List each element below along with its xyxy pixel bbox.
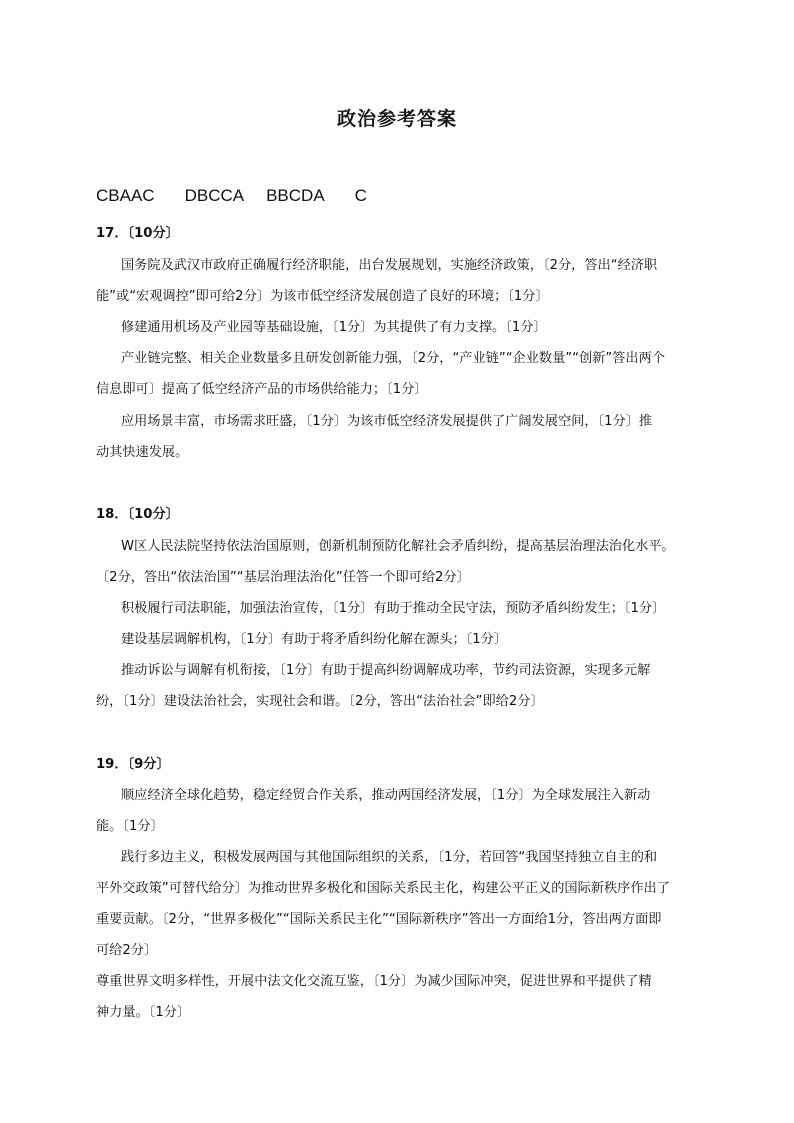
q19-line-7: 尊重世界文明多样性，开展中法文化交流互鉴，〔1分〕为减少国际冲突，促进世界和平提供了精 xyxy=(96,974,652,989)
q17-line-2: 能”或“宏观调控”即可给2分〕为该市低空经济发展创造了良好的环境；〔1分〕 xyxy=(96,289,549,304)
choice-group-3: BBCDA xyxy=(266,186,325,205)
q19-line-8: 神力量。〔1分〕 xyxy=(96,1005,191,1020)
choice-group-1: CBAAC xyxy=(96,186,155,205)
choice-group-4: C xyxy=(354,186,367,205)
multiple-choice-answers xyxy=(96,186,367,206)
q17-line-1: 国务院及武汉市政府正确履行经济职能，出台发展规划，实施经济政策，〔2分，答出“经济职 xyxy=(121,258,658,273)
q17-heading: 17．〔10分〕 xyxy=(96,226,179,241)
q19-line-3: 践行多边主义，积极发展两国与其他国际组织的关系，〔1分，若回答“我国坚持独立自主的和 xyxy=(121,850,658,865)
q18-line-5: 推动诉讼与调解有机衔接，〔1分〕有助于提高纠纷调解成功率，节约司法资源，实现多元解 xyxy=(121,663,651,678)
page-title: 政治参考答案 xyxy=(336,108,457,130)
q18-line-4: 建设基层调解机构，〔1分〕有助于将矛盾纠纷化解在源头；〔1分〕 xyxy=(121,632,508,647)
q19-line-2: 能。〔1分〕 xyxy=(96,819,164,834)
q17-line-7: 动其快速发展。 xyxy=(96,445,189,460)
q18-heading: 18．〔10分〕 xyxy=(96,507,179,522)
q17-line-5: 信息即可〕提高了低空经济产品的市场供给能力；〔1分〕 xyxy=(96,382,428,397)
q17-line-6: 应用场景丰富，市场需求旺盛，〔1分〕为该市低空经济发展提供了广阔发展空间，〔1分〕推 xyxy=(121,414,653,429)
choice-group-2: DBCCA xyxy=(184,186,245,205)
q18-line-2: 〔2分，答出“依法治国”“基层治理法治化”任答一个即可给2分〕 xyxy=(96,570,470,585)
q19-line-4: 平外交政策”可替代给分〕为推动世界多极化和国际关系民主化，构建公平正义的国际新秩序作出了 xyxy=(96,881,670,896)
q19-heading: 19．〔9分〕 xyxy=(96,757,170,772)
q17-line-3: 修建通用机场及产业园等基础设施，〔1分〕为其提供了有力支撑。〔1分〕 xyxy=(121,320,547,335)
q18-line-1: W区人民法院坚持依法治国原则，创新机制预防化解社会矛盾纠纷，提高基层治理法治化水平。 xyxy=(121,539,675,554)
q18-line-6: 纷，〔1分〕建设法治社会，实现社会和谐。〔2分，答出“法治社会”即给2分〕 xyxy=(96,694,544,709)
q18-line-3: 积极履行司法职能，加强法治宣传，〔1分〕有助于推动全民守法，预防矛盾纠纷发生；〔1分〕 xyxy=(121,601,666,616)
q19-line-6: 可给2分〕 xyxy=(96,943,158,958)
q19-line-5: 重要贡献。〔2分，“世界多极化”“国际关系民主化”“国际新秩序”答出一方面给1分，答出两方面即 xyxy=(96,912,662,927)
q19-line-1: 顺应经济全球化趋势，稳定经贸合作关系，推动两国经济发展，〔1分〕为全球发展注入新动 xyxy=(121,788,651,803)
q17-line-4: 产业链完整、相关企业数量多且研发创新能力强，〔2分，“产业链”“企业数量”“创新”答出两个 xyxy=(121,351,665,366)
